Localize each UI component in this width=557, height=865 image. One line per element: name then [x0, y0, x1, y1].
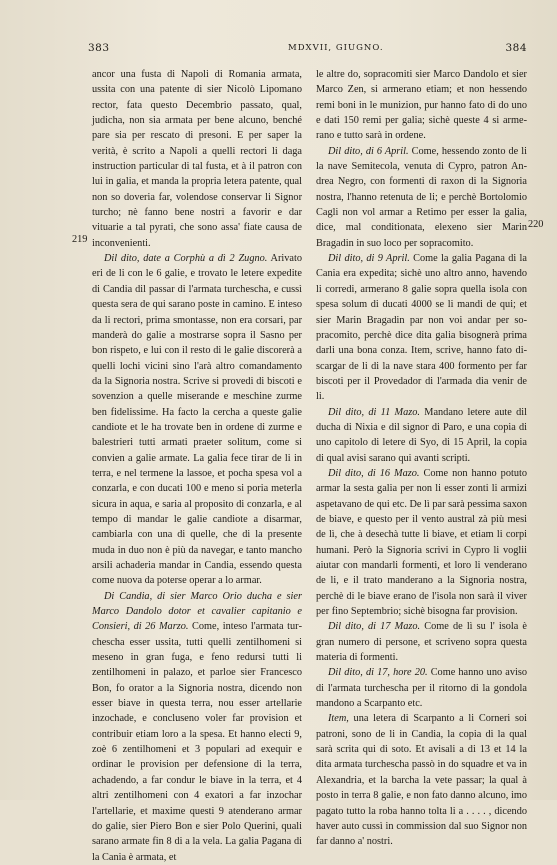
- paragraph-text: ancor una fusta di Napoli di Romania armata, ussita con una patente di sier Nicolò Lipomano rector, fata questo Decembrio passato, qual, judicha, non sia armata per bene alcuno, benché pare sia per rescato di presoni. E per saper la verità, è scrito a Napoli a quelli rectori li daga instruction particular di tal fusta, et à il patron con lui in galia, et manda la propria letera patente, qual non so doveria far, volendose conservar li Signor turcho; nè fanno bene nostri a favorir e dar vituarie a tal pyrati, che sono assa' fiate causa de inconvenienti.: [92, 69, 302, 249]
- paragraph: [92, 251, 302, 589]
- paragraph: [92, 67, 302, 251]
- paragraph: [92, 589, 302, 865]
- entry-heading: Item,: [328, 713, 349, 725]
- entry-heading: Dil dito, di 9 April.: [328, 253, 410, 265]
- margin-note-left: 219: [72, 234, 88, 245]
- paragraph-text: Come, hessendo zonto de li la nave Semitecola, venuta di Cypro, patron Andrea Negro, con formenti di raxon di la Signoria nostra, l'hanno retenuta de li; e perchè Bortolomio Cagli non vol armar a Retimo per esser la galia, dice, mal conditionata, elexeno sier Marin Bragadin in suo loco per sopracomito.: [316, 145, 527, 249]
- paragraph-text: Come la galia Pagana di la Cania era expedita; sichè uno altro anno, havendo li corredi, armerano 8 galie sopra quella isola con spesa solum di ducati 4000 se li mandi de qui; et sier Marin Bragadin par non voi andar per sopracomito, perchè dice dita galia bisognerà prima darli una bona conza. Item, scrive, hanno fato discargar de li di la nave stara 400 formento per far biscoti per il Provedador di l'armada dia venir de li.: [316, 253, 527, 403]
- paragraph-text: le altre do, sopracomiti sier Marco Dandolo et sier Marco Zen, si armerano etiam; et non hessendo remi boni in le munizion, pur hanno fato di do uno e dati 150 remi per galia; sichè queste 4 si armerano e tutto sarà in ordene.: [316, 69, 527, 142]
- page-number-right: 384: [505, 42, 527, 54]
- paragraph-text: Come hanno uno aviso di l'armata turchescha per il ritorno di la gondola mandono a Scarpanto etc.: [316, 667, 527, 710]
- entry-heading: Dil dito, di 17 Mazo.: [328, 621, 421, 633]
- entry-heading: Di Candia, di sier Marco Orio ducha e sier Marco Dandolo dotor et cavalier capitanio e Consieri, di 26 Marzo.: [92, 590, 302, 633]
- running-header: [88, 42, 527, 56]
- paragraph: [316, 711, 527, 849]
- page-number-left: 383: [88, 42, 110, 54]
- entry-heading: Dil dito, date a Corphù a dì 2 Zugno.: [104, 253, 268, 265]
- paragraph-text: Arivato eri de li con le 6 galie, e trovato le letere expedite di Candia dil passar di l'armata turchescha, e cussì questa sera de qui sarano poste in camino. E inteso da li rectori, prima smontasse, non era corsari, par manderà do galie a mostrarse sopra il Sasno per bon rispeto, e lui con il resto di le galie discorerà a quelli lochi vicini sino l'arà altro comandamento da la Signoria nostra. Scrive si provedi di biscoti e sovenzion a quelle miserande e meschine zurme ben fidelissime. Ha facto la cercha a queste galie candiote et le ha trovate ben in ordene di zurme e balestrieri tutti armati praeter solitum, come si convien a galie armate. La galia fece tirar de li in terra, e nel termene la lassoe, et pocha spesa vol a conzarla, e con ducati 100 e meno si poria meterla sicura in aqua, e saria al proposito di conzarla, e al tempo di mandar le galie candiote a disarmar, cambiarla con una di quelle, che di la presente muda in duo non è più da navegar, e tanto mancho arsili achaderia mandar in Candia, essendo questa come nuova da poterse operar a lo armar.: [92, 253, 303, 587]
- entry-heading: Dil dito, di 16 Mazo.: [328, 467, 420, 479]
- paragraph-text: una letera di Scarpanto a li Corneri soi patroni, sono de li in Candia, la copia di la qual sarà scrita qui di soto. Et avisali a di 13 et 14 la dita armata turchescha passò in do squadre et va in Alexandria, et la barcha la vete passar; la qual à posto in terra 8 galie, e non fato danno alcuno, imo pagato tutto la roba hanno tolta li a . . . . , dicendo haver auto cussì in commission dal suo Signor non far danno a' nostri.: [316, 713, 527, 848]
- running-title: MDXVII, GIUGNO.: [288, 43, 384, 53]
- entry-heading: Dil dito, di 6 April.: [328, 145, 409, 157]
- paragraph: [316, 619, 527, 665]
- paragraph-text: Mandano letere aute dil ducha di Nixia e dil signor di Paro, e una copia di uno capitolo di letere di Syo, di 15 April, la copia di qual avisi sarano qui avanti scripti.: [316, 406, 527, 464]
- margin-note-right: 220: [528, 219, 544, 230]
- paragraph-text: Come non hanno potuto armar la sesta galia per non li esser zonti li armizi aspetavano de qui etc. De lì par sarà pessima saxon de biave, e questo per il vento austral zà più mesi de lì, che à desechà tutte li biave, et etiam li corpi humani. Però la Signoria scrivi in Cypro li voglii aiutar con mandarli formenti, et loro li venderano de li, e il trato manderano a la Signoria nostra, perchè di le biave erano de l'isola non sarà il viver per fino Septembrio; sichè bisogna far provision.: [316, 467, 528, 618]
- paragraph: [316, 405, 527, 466]
- entry-heading: Dil dito, di 17, hore 20.: [328, 667, 428, 679]
- paragraph: [316, 466, 527, 619]
- paragraph: [316, 251, 527, 404]
- entry-heading: Dil dito, di 11 Mazo.: [328, 406, 420, 418]
- left-column: [92, 67, 302, 865]
- paragraph: [316, 144, 527, 251]
- paragraph-text: Come, inteso l'armata turchescha esser ussita, tutti quelli zentilhomeni si meseno in gran fuga, e feno redursi tutti li zentilhomeni in palazo, et parloe sier Francesco Bon, fo orator a la Signoria nostra, dicendo non esser biave in questa terra, nou esser artellarie inzochade, e concluseno voler far provision et contribuir etiam loro a la spesa. Et hanno electi 9, zoè 6 zentilhomeni et 3 populari ad exequir e ordinar le provision per defensione di la terra, achadendo, a far condur le biave in la terra, et 4 altri zentilhomeni con 4 exatori a far inzochar l'artellarie, et maxime questi 9 atenderano armar do galie, sier Piero Bon e sier Polo Querini, quali sarano armate fin 8 di a la vela. La galia Pagana di la Cania è armata, et: [92, 621, 302, 863]
- paragraph: [316, 67, 527, 144]
- paragraph: [316, 665, 527, 711]
- paragraph-text: Come de lì su l' isola è gran numero di persone, et scriveno sopra questa materia di formenti.: [316, 621, 527, 664]
- right-column: [316, 67, 527, 850]
